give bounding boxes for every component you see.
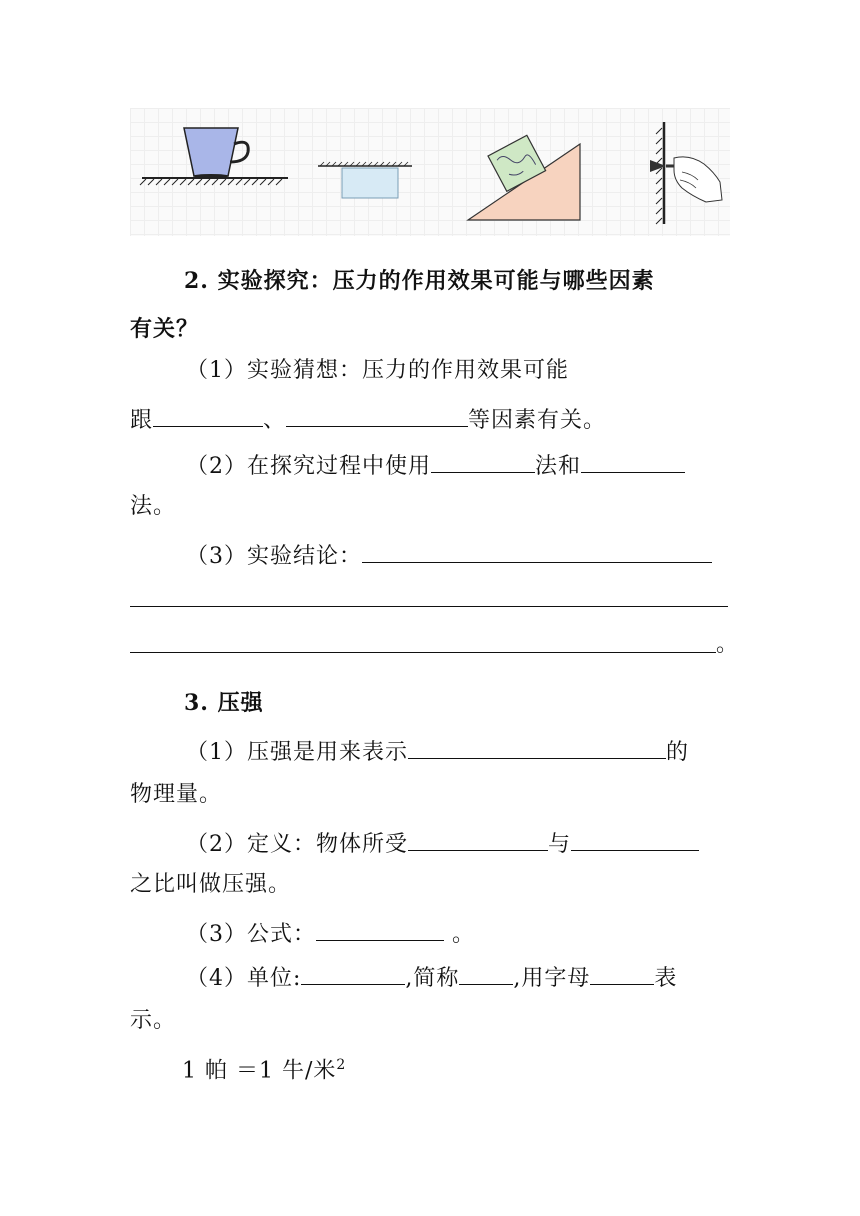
unit-equation-text: 1 帕 ＝1 牛/米 — [182, 1058, 337, 1084]
q3-heading-line — [184, 688, 264, 718]
q2-heading-line2 — [130, 314, 199, 344]
q3-p2-prefix: （2）定义：物体所受 — [186, 832, 408, 857]
q3-p3-blank[interactable] — [316, 916, 444, 941]
q3-p1-cont: 物理量。 — [130, 782, 223, 807]
q2-p3-blank-1[interactable] — [362, 538, 712, 563]
q2-p3-end-wrap — [716, 630, 739, 660]
q2-p2-mid: 法和 — [535, 454, 582, 479]
q2-p1-separator: 、 — [263, 408, 287, 433]
q3-p4-mid1: ,简称 — [405, 966, 460, 991]
q3-p2-line1 — [186, 826, 699, 860]
q3-p4-blank-2[interactable] — [459, 960, 513, 985]
block-on-incline-illustration — [468, 135, 580, 220]
illustration-svg — [130, 108, 730, 236]
q3-p2-blank-1[interactable] — [408, 826, 548, 851]
q2-p3-end: 。 — [716, 632, 740, 657]
q2-heading-line1 — [184, 266, 655, 296]
q3-p1-line2 — [130, 780, 222, 810]
q2-p3-blank-3[interactable] — [130, 652, 716, 653]
q3-p4-cont: 示。 — [130, 1008, 177, 1033]
q3-p4-suffix: 表 — [654, 966, 678, 991]
box-under-ceiling-illustration — [318, 162, 412, 198]
q3-p4-prefix: （4）单位: — [186, 966, 302, 991]
q2-p2-blank-1[interactable] — [431, 448, 535, 473]
q2-p1-blank-2[interactable] — [286, 402, 468, 427]
unit-equation — [182, 1050, 346, 1086]
q2-p2-end: 法。 — [130, 494, 177, 519]
q2-p2-line1 — [186, 448, 685, 482]
q3-p2-mid: 与 — [548, 832, 572, 857]
q2-heading-a: 2. 实验探究：压力的作用效果可能与哪些因素 — [184, 268, 655, 294]
unit-equation-exponent: 2 — [336, 1057, 347, 1073]
q2-p1-text: （1）实验猜想：压力的作用效果可能 — [186, 358, 569, 383]
hand-pin-wall-illustration — [650, 122, 722, 224]
q3-p2-line2 — [130, 870, 291, 900]
q3-p4-line1 — [186, 960, 677, 994]
q2-p1-line2 — [130, 402, 606, 436]
q3-p2-cont: 之比叫做压强。 — [130, 872, 292, 897]
q3-p3-suffix: 。 — [444, 922, 475, 947]
q2-p3-blank-2[interactable] — [130, 606, 728, 607]
q3-p1-prefix: （1）压强是用来表示 — [186, 740, 408, 765]
q3-p3-prefix: （3）公式： — [186, 922, 316, 947]
q3-p1-suffix: 的 — [666, 740, 690, 765]
pressure-illustrations — [130, 108, 730, 236]
q2-p2-prefix: （2）在探究过程中使用 — [186, 454, 431, 479]
q2-p2-blank-2[interactable] — [581, 448, 685, 473]
q2-p3-line1 — [186, 538, 712, 572]
q2-p1-prefix: 跟 — [130, 408, 154, 433]
q3-heading: 3. 压强 — [184, 690, 264, 716]
q3-p2-blank-2[interactable] — [571, 826, 699, 851]
q2-p1-suffix: 等因素有关。 — [468, 408, 607, 433]
q3-p3-line — [186, 916, 475, 950]
q3-p4-line2 — [130, 1006, 176, 1036]
q3-p4-blank-3[interactable] — [590, 960, 654, 985]
q2-p2-line2 — [130, 492, 176, 522]
q3-p1-blank[interactable] — [408, 734, 666, 759]
q3-p1-line1 — [186, 734, 689, 768]
cup-illustration — [140, 128, 288, 185]
q3-p4-blank-1[interactable] — [301, 960, 405, 985]
q2-heading-b: 有关？ — [130, 316, 200, 342]
q2-p1-blank-1[interactable] — [153, 402, 263, 427]
q2-p1-line1 — [186, 356, 569, 386]
q3-p4-mid2: ,用字母 — [513, 966, 591, 991]
q2-p3-prefix: （3）实验结论： — [186, 544, 362, 569]
